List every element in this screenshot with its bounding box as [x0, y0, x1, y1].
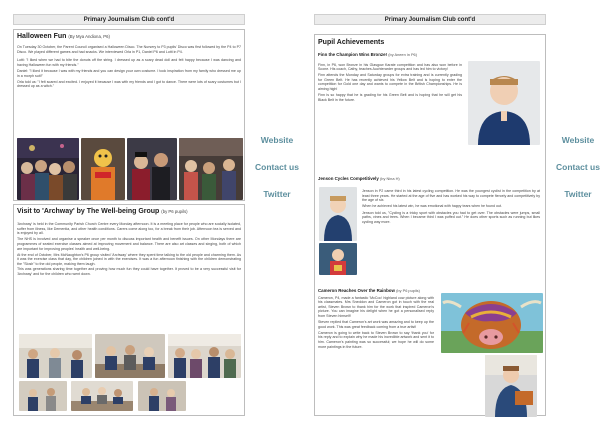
right-page	[314, 14, 546, 416]
finn-photo	[468, 61, 540, 145]
archway-heading-row	[14, 205, 244, 216]
halloween-paragraph: Daniel: "I liked it because I was with my friends and you can design your own costume. I took inspiration from my family who dressed me up in a morph suit!"	[17, 68, 241, 78]
cameron-photo	[485, 355, 537, 417]
archway-photo-2	[95, 334, 165, 378]
archway-photo-5	[71, 381, 133, 411]
jenson-heading-row	[315, 176, 545, 182]
archway-paragraph: At the end of October, Mrs McNaughton's P6 group visited 'Archway' where they spent time talking to the old people and charming them. As it was the exercise class that day, the children joined in with the exercises. It was a fun afternoon finishing with the children demonstrating the "Slosh" to the old people, making them laugh.	[17, 252, 241, 266]
contact-us-link[interactable]: Contact us	[255, 162, 299, 172]
pupil-achievements-panel	[314, 34, 546, 416]
archway-byline: (by P6 pupils)	[161, 209, 188, 214]
cameron-article	[315, 285, 545, 351]
disco-crowd-photo	[17, 138, 79, 200]
archway-paragraph: 'Archway' is held in the Community Parish Church Centre every Monday afternoon. It is a meeting place for people who are socially isolated, suffer from illness, like Dementia, and other health conditions. Carers come along too, for a break from their job. Afternoon tea is served and is enjoyed by all.	[17, 222, 241, 236]
halloween-article	[13, 29, 245, 201]
jenson-trophy-photo	[319, 243, 357, 275]
disco-hall-photo	[179, 138, 243, 200]
costume-photo	[81, 138, 125, 200]
cameron-paragraph: Cameron is going to write back to Steven Brown to say 'thank you' for his reply and to explain why he made his incredible artwork and sent it to him. Cameron's painting was so successful; we hope he will do some more paintings in the future.	[318, 330, 434, 349]
finn-heading-row	[315, 52, 545, 58]
archway-paragraph: The NHS is involved and organise a speaker once per month to discuss important health and benefit issues. On other Mondays there are programmes of seated exercise classes aimed at improving movement and balance. There are also art classes and singing, both of which are important for improving peoples' health and well-being.	[17, 237, 241, 251]
twitter-link[interactable]: Twitter	[564, 189, 592, 199]
contact-us-link[interactable]: Contact us	[556, 162, 600, 172]
jenson-paragraph: Jenson told us, "Cycling is a tricky sport with obstacles you had to get over. The obstacles were jumps, small paths, vines and trees. When I became third I was puffed out." He does other sports such as running but likes cycling way more.	[362, 210, 540, 224]
pupil-achievements-heading: Pupil Achievements	[318, 39, 385, 46]
jenson-photo	[319, 187, 357, 241]
archway-photo-4	[19, 381, 67, 411]
jenson-paragraph: When he achieved his latest win, he was emotional with happy tears when he found out.	[362, 204, 503, 209]
archway-article	[13, 204, 245, 416]
right-page-title: Primary Journalism Club cont'd	[314, 14, 546, 25]
finn-byline: (by Aneen in P6)	[388, 52, 417, 57]
highland-cow-painting	[441, 293, 543, 353]
halloween-paragraph: On Tuesday 30 October, the Parent Council organised a Halloween Disco. The Nursery to P3 pupils' Disco was first followed by the P4 to P7 Disco. We played different games and had snacks. We interviewed Orla in P1, Daniel P6 and Lotti in P4.	[17, 45, 241, 54]
cameron-paragraph: Steven replied that Cameron's art work was amazing and to keep up the good work. This was great feedback coming from a true artist!	[318, 320, 434, 329]
side-links-left	[247, 135, 307, 199]
finn-paragraph: Finn is so happy that he is grading for his Green Belt and is hoping that he will get his Black Belt in the future.	[318, 93, 462, 102]
side-links-right	[548, 135, 600, 199]
jenson-byline: (by Nina H)	[380, 176, 400, 181]
halloween-paragraph: Orla told us: "I felt scared and excited. I enjoyed it because I was with my friends and I got to dance. There were lots of scary costumes but I dressed up as a witch."	[17, 79, 241, 89]
jenson-article	[315, 173, 545, 224]
halloween-heading-row	[14, 30, 244, 41]
archway-body	[14, 222, 244, 276]
finn-body	[315, 63, 465, 103]
left-page-title: Primary Journalism Club cont'd	[13, 14, 245, 25]
disco-kids-photo	[127, 138, 177, 200]
archway-photo-1	[19, 334, 92, 378]
cameron-byline: (by P6 pupils)	[396, 288, 420, 293]
archway-photo-3	[168, 334, 241, 378]
jenson-body	[359, 189, 543, 226]
halloween-paragraph: Lotti: "I liked when we had to bite the donuts off the string. I dressed up as a scary dead doll and felt happy because I was dancing and having Halloween fun with my friends."	[17, 58, 241, 67]
cameron-body	[315, 296, 437, 350]
finn-article	[315, 49, 545, 104]
halloween-byline: (By Mya Andiona, P6)	[68, 34, 110, 39]
halloween-heading: Halloween Fun	[17, 33, 67, 40]
finn-paragraph: Finn attends the Monday and Saturday groups for extra training and is currently grading for Green Belt. He has recently achieved his Yellow Belt and is hoping to enter the competition for Gold one day and wants to compete in the British Championships. He is aiming high!	[318, 73, 462, 92]
left-page	[13, 14, 245, 416]
archway-photo-6	[138, 381, 186, 411]
archway-heading: Visit to 'Archway' by The Well-being Group	[17, 208, 160, 215]
twitter-link[interactable]: Twitter	[263, 189, 291, 199]
cameron-heading: Cameron Reaches Over the Rainbow	[318, 288, 395, 293]
website-link[interactable]: Website	[561, 135, 595, 145]
website-link[interactable]: Website	[260, 135, 294, 145]
cameron-paragraph: Cameron, P4, made a fantastic 'McCoo' highland cow picture along with his classmates. Mrs Sneddon and Cameron got in touch with the real artist, Steven Brown to thank him for the work that inspired Cameron's picture. You can imagine his delight when he got a personalised reply from Steven himself!	[318, 295, 434, 318]
archway-paragraph: This was generations sharing time together and proving how much fun they could have together. It proved to be a very successful visit for 'Archway' and for the children who went down.	[17, 267, 241, 276]
halloween-body	[14, 45, 244, 89]
finn-heading: Finn the Champion Wins Bronze!	[318, 52, 387, 57]
jenson-paragraph: Jenson in P2 came third in his latest cycling competition. He was the youngest cyclist in the competition by at least three years. He started at the age of five and has worked his way to compete fiercely and competitively by the age of six.	[362, 189, 540, 203]
jenson-heading: Jenson Cycles Competitively	[318, 176, 379, 181]
finn-paragraph: Finn, in P6, won Bronze in his Glasgow Karate competition and has also won before in Scone. His coach, Cathy, teaches Auchterarder groups and has led him to victory!	[318, 62, 462, 72]
